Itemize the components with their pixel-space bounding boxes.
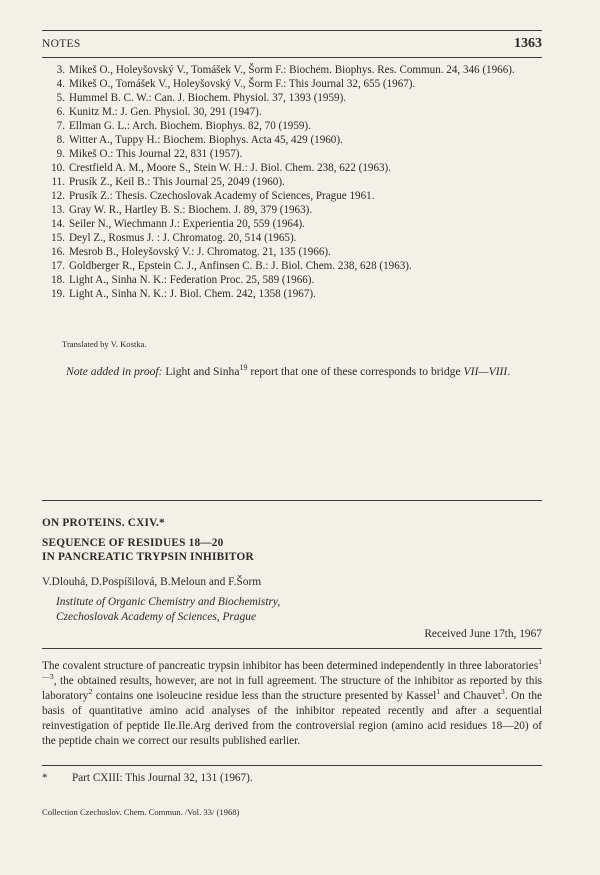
- abstract-top-rule: [42, 648, 542, 649]
- reference-number: 8.: [56, 134, 65, 146]
- abstract-text-4: and Chauvet: [440, 690, 501, 702]
- reference-item: [48, 203, 542, 217]
- reference-number: 11.: [51, 176, 65, 188]
- abstract-text-5: . On the basis of quantitative amino acid analyses of the inhibitor repeated recently and after a sequential reinvestigation of peptide Ile.Ile.Arg derived from the controversial region (amino acid residues 18—20) of the peptide chain we correct our results published earlier.: [42, 690, 542, 747]
- header-bottom-rule: [42, 57, 542, 58]
- reference-number: 17.: [51, 260, 65, 272]
- reference-item: [48, 217, 542, 231]
- reference-text: Gray W. R., Hartley B. S.: Biochem. J. 89, 379 (1963).: [69, 204, 313, 216]
- reference-item: [48, 189, 542, 203]
- reference-item: [48, 273, 542, 287]
- reference-number: 12.: [51, 190, 65, 202]
- translator-credit: Translated by V. Kostka.: [62, 339, 147, 349]
- reference-text: Deyl Z., Rosmus J. : J. Chromatog. 20, 514 (1965).: [69, 232, 297, 244]
- reference-number: 4.: [56, 78, 65, 90]
- abstract-citation-2: 2: [88, 687, 93, 697]
- abstract-text-1: The covalent structure of pancreatic trypsin inhibitor has been determined independently in three laboratories: [42, 660, 539, 672]
- reference-item: [48, 105, 542, 119]
- article-subtitle-line1: SEQUENCE OF RESIDUES 18—20: [42, 537, 224, 549]
- reference-item: [48, 287, 542, 301]
- running-head: [42, 36, 542, 56]
- reference-text: Mikeš O.: This Journal 22, 831 (1957).: [69, 148, 243, 160]
- reference-text: Kunitz M.: J. Gen. Physiol. 30, 291 (1947).: [69, 106, 262, 118]
- reference-item: [48, 161, 542, 175]
- abstract: [42, 659, 542, 749]
- reference-number: 9.: [56, 148, 65, 160]
- page-number: 1363: [514, 36, 542, 51]
- section-title: NOTES: [42, 38, 81, 50]
- note-end: .: [507, 365, 511, 378]
- article-subtitle: [42, 536, 254, 564]
- reference-number: 13.: [51, 204, 65, 216]
- reference-text: Witter A., Tuppy H.: Biochem. Biophys. Acta 45, 429 (1960).: [69, 134, 343, 146]
- abstract-text-3: contains one isoleucine residue less than the structure presented by Kassel: [92, 690, 437, 702]
- reference-text: Ellman G. L.: Arch. Biochem. Biophys. 82, 70 (1959).: [69, 120, 311, 132]
- article-affiliation: [56, 595, 280, 625]
- reference-text: Crestfield A. M., Moore S., Stein W. H.: J. Biol. Chem. 238, 622 (1963).: [69, 162, 392, 174]
- reference-text: Mesrob B., Holeyšovský V.: J. Chromatog. 21, 135 (1966).: [69, 246, 331, 258]
- reference-text: Seiler N., Wiechmann J.: Experientia 20, 559 (1964).: [69, 218, 305, 230]
- article-authors: V.Dlouhá, D.Pospíšilová, B.Meloun and F.Šorm: [42, 576, 262, 588]
- note-added-in-proof: [66, 364, 542, 379]
- abstract-citation-3: 1: [436, 687, 441, 697]
- reference-item: [48, 245, 542, 259]
- article-top-rule: [42, 500, 542, 501]
- reference-number: 10.: [51, 162, 65, 174]
- footnote-rule: [42, 765, 542, 766]
- note-bridge: VII—VIII: [463, 365, 508, 378]
- affiliation-line1: Institute of Organic Chemistry and Biochemistry,: [56, 596, 281, 608]
- abstract-citation-1: 1—3: [42, 657, 542, 682]
- article-title: ON PROTEINS. CXIV.*: [42, 517, 165, 529]
- footnote: [42, 772, 253, 784]
- abstract-citation-4: 3: [500, 687, 505, 697]
- abstract-text-2: , the obtained results, however, are not in full agreement. The structure of the inhibitor as reported by this laboratory: [42, 675, 542, 702]
- reference-number: 16.: [51, 246, 65, 258]
- note-label: Note added in proof:: [66, 365, 163, 378]
- reference-item: [48, 231, 542, 245]
- note-text-b: report that one of these corresponds to bridge: [247, 365, 464, 378]
- note-text-a: Light and Sinha: [162, 365, 240, 378]
- reference-item: [48, 63, 542, 77]
- reference-text: Light A., Sinha N. K.: Federation Proc. 25, 589 (1966).: [69, 274, 315, 286]
- reference-item: [48, 147, 542, 161]
- reference-number: 3.: [56, 64, 65, 76]
- reference-text: Mikeš O., Tomášek V., Holeyšovský V., Šorm F.: This Journal 32, 655 (1967).: [69, 78, 416, 90]
- reference-item: [48, 259, 542, 273]
- reference-text: Light A., Sinha N. K.: J. Biol. Chem. 242, 1358 (1967).: [69, 288, 316, 300]
- reference-text: Hummel B. C. W.: Can. J. Biochem. Physiol. 37, 1393 (1959).: [69, 92, 347, 104]
- reference-number: 5.: [56, 92, 65, 104]
- reference-number: 7.: [56, 120, 65, 132]
- reference-item: [48, 175, 542, 189]
- reference-number: 14.: [51, 218, 65, 230]
- affiliation-line2: Czechoslovak Academy of Sciences, Prague: [56, 611, 257, 623]
- received-date: Received June 17th, 1967: [424, 628, 542, 640]
- journal-footer: Collection Czechoslov. Chem. Commun. /Vol. 33/ (1968): [42, 807, 240, 817]
- article-subtitle-line2: IN PANCREATIC TRYPSIN INHIBITOR: [42, 551, 254, 563]
- reference-text: Mikeš O., Holeyšovský V., Tomášek V., Šorm F.: Biochem. Biophys. Res. Commun. 24, 346 (1966).: [69, 64, 515, 76]
- note-citation: 19: [239, 363, 248, 373]
- reference-list: [48, 63, 542, 301]
- header-top-rule: [42, 30, 542, 31]
- reference-number: 15.: [51, 232, 65, 244]
- reference-text: Prusík Z.: Thesis. Czechoslovak Academy of Sciences, Prague 1961.: [69, 190, 375, 202]
- reference-number: 6.: [56, 106, 65, 118]
- reference-text: Goldberger R., Epstein C. J., Anfinsen C. B.: J. Biol. Chem. 238, 628 (1963).: [69, 260, 412, 272]
- reference-item: [48, 77, 542, 91]
- reference-item: [48, 91, 542, 105]
- footnote-text: Part CXIII: This Journal 32, 131 (1967).: [72, 772, 253, 784]
- footnote-marker: *: [42, 772, 48, 784]
- reference-item: [48, 119, 542, 133]
- reference-item: [48, 133, 542, 147]
- reference-number: 18.: [51, 274, 65, 286]
- reference-number: 19.: [51, 288, 65, 300]
- reference-text: Prusík Z., Keil B.: This Journal 25, 2049 (1960).: [69, 176, 285, 188]
